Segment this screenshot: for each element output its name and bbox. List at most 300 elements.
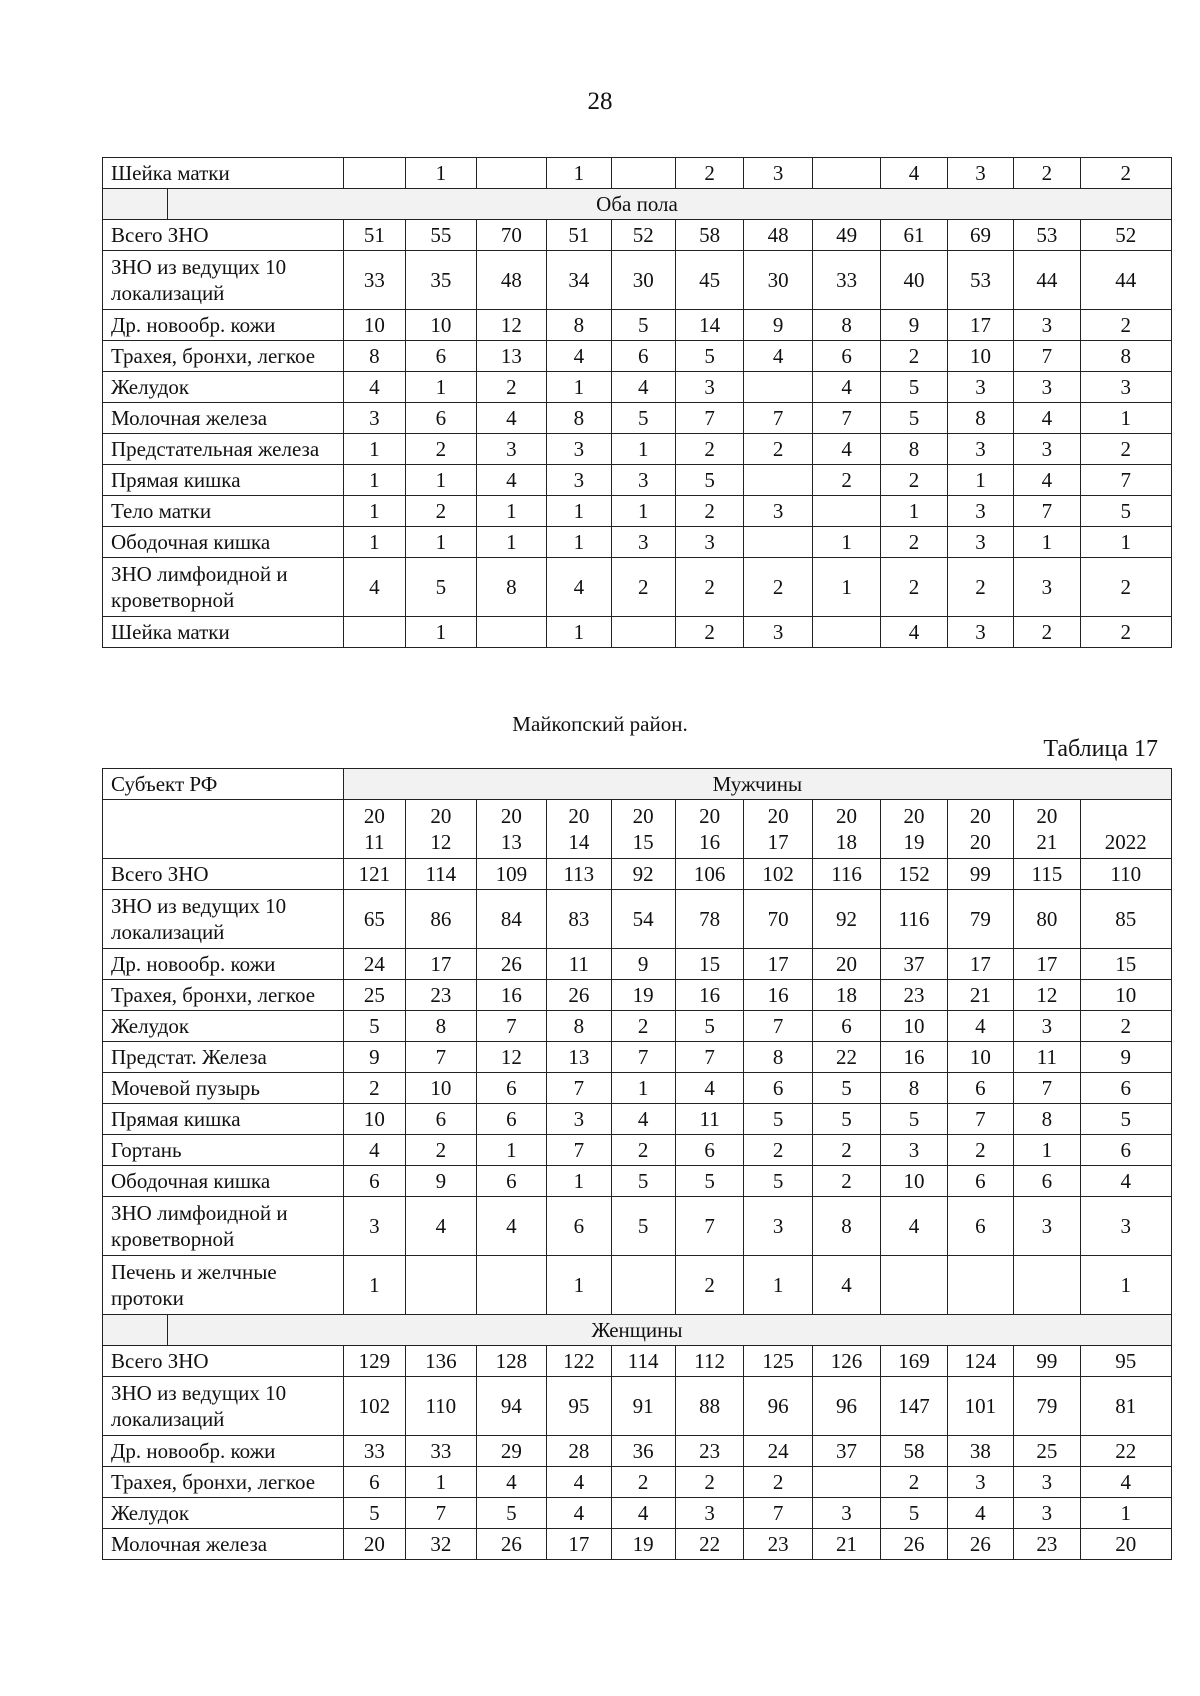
men-cell: 80: [1014, 890, 1080, 949]
women-cell: 81: [1080, 1377, 1171, 1436]
women-cell: 3: [947, 1467, 1013, 1498]
men-cell: 83: [547, 890, 611, 949]
top-cell: 1: [1080, 527, 1171, 558]
table-number-caption: Таблица 17: [1043, 736, 1158, 762]
men-cell: 3: [881, 1135, 947, 1166]
men-cell: 2: [406, 1135, 477, 1166]
women-cell: 125: [744, 1346, 812, 1377]
top-table: [102, 157, 1172, 648]
top-cell: 51: [343, 220, 405, 251]
women-cell: 33: [406, 1436, 477, 1467]
top-cell: 8: [881, 434, 947, 465]
top-cell: 3: [1014, 372, 1080, 403]
top-cell: 4: [476, 465, 547, 496]
women-cell: 26: [881, 1529, 947, 1560]
men-cell: 2: [675, 1256, 743, 1315]
women-cell: 6: [343, 1467, 405, 1498]
top-cell: 69: [947, 220, 1013, 251]
women-row-label: Трахея, бронхи, легкое: [103, 1467, 344, 1498]
top-cell: 1: [343, 527, 405, 558]
top-cell: 5: [611, 403, 675, 434]
table-row: [103, 403, 1172, 434]
men-cell: 10: [1080, 980, 1171, 1011]
men-cell: 1: [611, 1073, 675, 1104]
table-row: [103, 1135, 1172, 1166]
top-cell: 9: [744, 310, 812, 341]
men-cell: 9: [1080, 1042, 1171, 1073]
top-cell: 3: [675, 527, 743, 558]
men-cell: 23: [881, 980, 947, 1011]
men-cell: 22: [812, 1042, 880, 1073]
top-cell: 52: [611, 220, 675, 251]
top-cell: 3: [611, 527, 675, 558]
men-cell: 37: [881, 949, 947, 980]
men-cell: 85: [1080, 890, 1171, 949]
top-cell: 6: [611, 341, 675, 372]
top-cell: 3: [1080, 372, 1171, 403]
top-cell: 4: [343, 558, 405, 617]
men-cell: 2: [343, 1073, 405, 1104]
table-row: [103, 434, 1172, 465]
top-cell: 2: [1080, 434, 1171, 465]
men-row-label: Мочевой пузырь: [103, 1073, 344, 1104]
year-header-top: 20: [969, 804, 991, 828]
years-row-label: [103, 800, 344, 859]
men-cell: 10: [881, 1166, 947, 1197]
table-row: [103, 527, 1172, 558]
table-17: [102, 768, 1172, 1560]
top-cell: 1: [547, 158, 611, 189]
men-cell: 5: [675, 1011, 743, 1042]
top-row-label: Др. новообр. кожи: [103, 310, 344, 341]
top-cell: 4: [1014, 465, 1080, 496]
year-header-top: 20: [568, 804, 590, 828]
men-cell: 110: [1080, 859, 1171, 890]
men-cell: 16: [675, 980, 743, 1011]
women-cell: 25: [1014, 1436, 1080, 1467]
top-cell: [744, 372, 812, 403]
top-row-label: Предстательная железа: [103, 434, 344, 465]
top-cell: 48: [476, 251, 547, 310]
men-cell: 12: [476, 1042, 547, 1073]
women-cell: 101: [947, 1377, 1013, 1436]
top-cell: 55: [406, 220, 477, 251]
top-cell: 4: [343, 372, 405, 403]
top-cell: 44: [1014, 251, 1080, 310]
men-cell: 6: [947, 1197, 1013, 1256]
men-row-label: Трахея, бронхи, легкое: [103, 980, 344, 1011]
men-cell: 4: [611, 1104, 675, 1135]
top-cell: [812, 496, 880, 527]
table-row: [103, 1197, 1172, 1256]
women-cell: 4: [547, 1498, 611, 1529]
section-women: [103, 1315, 1172, 1346]
top-cell: 6: [812, 341, 880, 372]
women-cell: 33: [343, 1436, 405, 1467]
women-cell: 114: [611, 1346, 675, 1377]
men-cell: 10: [406, 1073, 477, 1104]
women-cell: 28: [547, 1436, 611, 1467]
top-cell: 1: [611, 496, 675, 527]
table-row: [103, 158, 1172, 189]
men-cell: 16: [881, 1042, 947, 1073]
men-cell: 1: [343, 1256, 405, 1315]
men-cell: 4: [1080, 1166, 1171, 1197]
top-cell: 4: [476, 403, 547, 434]
top-cell: 10: [947, 341, 1013, 372]
men-cell: 12: [1014, 980, 1080, 1011]
top-cell: 2: [1014, 158, 1080, 189]
men-cell: 9: [343, 1042, 405, 1073]
table-row: [103, 1011, 1172, 1042]
women-cell: 2: [675, 1467, 743, 1498]
women-row-label: Желудок: [103, 1498, 344, 1529]
top-cell: 2: [947, 558, 1013, 617]
top-cell: 49: [812, 220, 880, 251]
women-cell: 79: [1014, 1377, 1080, 1436]
men-cell: 5: [611, 1166, 675, 1197]
year-header-bottom: 12: [430, 830, 452, 854]
year-header-top: 20: [363, 804, 385, 828]
top-cell: 13: [476, 341, 547, 372]
men-cell: 8: [1014, 1104, 1080, 1135]
women-cell: 3: [1014, 1498, 1080, 1529]
top-cell: 8: [547, 310, 611, 341]
top-cell: 8: [812, 310, 880, 341]
table-row: [103, 1073, 1172, 1104]
top-cell: 2: [675, 617, 743, 648]
top-cell: 3: [547, 434, 611, 465]
top-cell: 2: [476, 372, 547, 403]
top-cell: 1: [547, 496, 611, 527]
year-header-top: 20: [903, 804, 925, 828]
year-header-bottom: 16: [699, 830, 721, 854]
men-cell: 8: [744, 1042, 812, 1073]
men-cell: 3: [343, 1197, 405, 1256]
men-cell: 4: [812, 1256, 880, 1315]
top-cell: 4: [611, 372, 675, 403]
women-cell: 122: [547, 1346, 611, 1377]
page-number: 28: [587, 88, 613, 115]
year-header-top: 20: [1036, 804, 1058, 828]
top-row-label: Шейка матки: [103, 158, 344, 189]
top-cell: 44: [1080, 251, 1171, 310]
men-cell: 4: [476, 1197, 547, 1256]
men-row-label: ЗНО лимфоидной и кроветворной: [103, 1197, 344, 1256]
women-cell: 24: [744, 1436, 812, 1467]
top-cell: 51: [547, 220, 611, 251]
top-cell: 52: [1080, 220, 1171, 251]
top-row-label: Молочная железа: [103, 403, 344, 434]
men-cell: 6: [343, 1166, 405, 1197]
top-cell: 2: [1080, 158, 1171, 189]
women-cell: 37: [812, 1436, 880, 1467]
women-cell: 1: [1080, 1498, 1171, 1529]
table-row: [103, 372, 1172, 403]
men-cell: 2: [812, 1135, 880, 1166]
men-cell: 15: [675, 949, 743, 980]
men-cell: 16: [744, 980, 812, 1011]
top-cell: 1: [406, 617, 477, 648]
top-cell: 1: [947, 465, 1013, 496]
men-cell: 4: [343, 1135, 405, 1166]
men-cell: 10: [343, 1104, 405, 1135]
year-header-bottom: 21: [1036, 830, 1058, 854]
top-row-label: ЗНО из ведущих 10 локализаций: [103, 251, 344, 310]
top-cell: 3: [947, 158, 1013, 189]
men-cell: 1: [744, 1256, 812, 1315]
men-cell: [406, 1256, 477, 1315]
men-cell: 4: [881, 1197, 947, 1256]
top-row-label: Всего ЗНО: [103, 220, 344, 251]
top-cell: 34: [547, 251, 611, 310]
men-cell: 54: [611, 890, 675, 949]
men-cell: 113: [547, 859, 611, 890]
top-cell: 2: [675, 158, 743, 189]
women-cell: 26: [947, 1529, 1013, 1560]
men-row-label: Всего ЗНО: [103, 859, 344, 890]
table-row: [103, 1042, 1172, 1073]
men-cell: 4: [406, 1197, 477, 1256]
women-cell: 5: [476, 1498, 547, 1529]
top-cell: 2: [881, 527, 947, 558]
top-cell: 5: [1080, 496, 1171, 527]
table-row: [103, 890, 1172, 949]
top-cell: 2: [881, 341, 947, 372]
year-header-bottom: 11: [364, 830, 385, 854]
table-row: [103, 1377, 1172, 1436]
top-cell: 1: [881, 496, 947, 527]
top-cell: [343, 617, 405, 648]
year-header-top: 20: [500, 804, 522, 828]
men-cell: 7: [675, 1197, 743, 1256]
men-cell: 1: [1080, 1256, 1171, 1315]
women-cell: 2: [744, 1467, 812, 1498]
district-caption: Майкопский район.: [512, 712, 688, 736]
men-cell: 6: [1014, 1166, 1080, 1197]
top-cell: 6: [406, 403, 477, 434]
top-cell: [744, 465, 812, 496]
year-header-bottom: 13: [500, 830, 522, 854]
top-row-label: Прямая кишка: [103, 465, 344, 496]
men-cell: 17: [744, 949, 812, 980]
top-cell: 35: [406, 251, 477, 310]
year-header-bottom: 2022: [1104, 830, 1147, 854]
top-cell: 8: [947, 403, 1013, 434]
men-cell: 15: [1080, 949, 1171, 980]
top-cell: 9: [881, 310, 947, 341]
men-cell: 84: [476, 890, 547, 949]
top-row-label: Тело матки: [103, 496, 344, 527]
men-cell: 102: [744, 859, 812, 890]
women-cell: 22: [1080, 1436, 1171, 1467]
top-cell: 3: [611, 465, 675, 496]
year-header-bottom: 20: [969, 830, 991, 854]
women-cell: 91: [611, 1377, 675, 1436]
women-cell: 169: [881, 1346, 947, 1377]
men-cell: 7: [406, 1042, 477, 1073]
women-cell: 112: [675, 1346, 743, 1377]
top-cell: 2: [881, 465, 947, 496]
top-cell: 17: [947, 310, 1013, 341]
top-cell: 61: [881, 220, 947, 251]
year-header-top: [1083, 803, 1169, 829]
men-cell: 7: [947, 1104, 1013, 1135]
women-cell: 23: [744, 1529, 812, 1560]
women-cell: 3: [675, 1498, 743, 1529]
women-cell: 88: [675, 1377, 743, 1436]
women-cell: 26: [476, 1529, 547, 1560]
year-header-top: 20: [767, 804, 789, 828]
men-row-label: Предстат. Железа: [103, 1042, 344, 1073]
year-header: [1080, 800, 1171, 859]
year-header: [547, 800, 611, 859]
women-cell: 128: [476, 1346, 547, 1377]
top-row-label: Шейка матки: [103, 617, 344, 648]
top-cell: 7: [744, 403, 812, 434]
top-cell: 5: [611, 310, 675, 341]
year-header-bottom: 18: [836, 830, 858, 854]
men-cell: 5: [611, 1197, 675, 1256]
top-cell: 1: [547, 372, 611, 403]
top-cell: 2: [611, 558, 675, 617]
men-cell: 7: [547, 1073, 611, 1104]
men-cell: 78: [675, 890, 743, 949]
top-cell: 3: [947, 372, 1013, 403]
top-cell: 30: [744, 251, 812, 310]
women-cell: 20: [343, 1529, 405, 1560]
top-cell: 53: [947, 251, 1013, 310]
year-header: [343, 800, 405, 859]
women-cell: 110: [406, 1377, 477, 1436]
women-cell: 126: [812, 1346, 880, 1377]
top-cell: 2: [406, 496, 477, 527]
table-row: [103, 251, 1172, 310]
women-cell: 2: [881, 1467, 947, 1498]
table-row: [103, 341, 1172, 372]
women-row-label: Всего ЗНО: [103, 1346, 344, 1377]
men-cell: 2: [611, 1011, 675, 1042]
top-cell: 2: [675, 434, 743, 465]
top-cell: 2: [1014, 617, 1080, 648]
top-cell: 7: [1014, 341, 1080, 372]
top-cell: 2: [744, 434, 812, 465]
men-cell: 6: [675, 1135, 743, 1166]
men-cell: 3: [1080, 1197, 1171, 1256]
year-header: [1014, 800, 1080, 859]
years-row: [103, 800, 1172, 859]
top-cell: 7: [812, 403, 880, 434]
top-cell: 3: [947, 527, 1013, 558]
men-cell: 20: [812, 949, 880, 980]
men-cell: 17: [1014, 949, 1080, 980]
men-row-label: Печень и желчные протоки: [103, 1256, 344, 1315]
men-cell: 1: [476, 1135, 547, 1166]
men-cell: 6: [476, 1073, 547, 1104]
men-cell: 92: [812, 890, 880, 949]
section-both-sexes: [103, 189, 1172, 220]
year-header-top: 20: [699, 804, 721, 828]
women-cell: 129: [343, 1346, 405, 1377]
men-cell: 7: [744, 1011, 812, 1042]
top-cell: 1: [343, 434, 405, 465]
men-row-label: Прямая кишка: [103, 1104, 344, 1135]
men-cell: 5: [1080, 1104, 1171, 1135]
women-cell: 20: [1080, 1529, 1171, 1560]
women-cell: 32: [406, 1529, 477, 1560]
women-cell: 38: [947, 1436, 1013, 1467]
men-cell: 11: [1014, 1042, 1080, 1073]
section-both-sexes-text: Оба пола: [596, 192, 678, 216]
section-both-sexes-title: [103, 189, 1172, 220]
men-cell: 1: [1014, 1135, 1080, 1166]
top-cell: 45: [675, 251, 743, 310]
men-cell: 86: [406, 890, 477, 949]
women-cell: 136: [406, 1346, 477, 1377]
top-cell: 33: [812, 251, 880, 310]
women-cell: 95: [547, 1377, 611, 1436]
top-cell: [812, 617, 880, 648]
top-cell: 8: [547, 403, 611, 434]
top-cell: 1: [547, 527, 611, 558]
men-cell: 106: [675, 859, 743, 890]
men-cell: 18: [812, 980, 880, 1011]
top-cell: 1: [1080, 403, 1171, 434]
men-cell: 16: [476, 980, 547, 1011]
men-cell: 7: [611, 1042, 675, 1073]
top-cell: 3: [744, 496, 812, 527]
men-cell: [947, 1256, 1013, 1315]
top-cell: 4: [881, 158, 947, 189]
top-cell: 5: [675, 341, 743, 372]
top-cell: 1: [476, 527, 547, 558]
men-cell: 6: [406, 1104, 477, 1135]
men-cell: 5: [881, 1104, 947, 1135]
top-cell: 2: [1080, 558, 1171, 617]
men-cell: 5: [343, 1011, 405, 1042]
men-cell: 24: [343, 949, 405, 980]
men-cell: 1: [547, 1256, 611, 1315]
men-cell: 5: [744, 1166, 812, 1197]
top-cell: 4: [1014, 403, 1080, 434]
top-cell: [611, 158, 675, 189]
women-cell: 21: [812, 1529, 880, 1560]
top-cell: 2: [406, 434, 477, 465]
top-cell: 3: [675, 372, 743, 403]
table-row: [103, 310, 1172, 341]
section-men: [103, 769, 1172, 800]
men-cell: [1014, 1256, 1080, 1315]
men-cell: 8: [547, 1011, 611, 1042]
table-row: [103, 1104, 1172, 1135]
top-cell: 33: [343, 251, 405, 310]
top-cell: 2: [881, 558, 947, 617]
men-cell: 21: [947, 980, 1013, 1011]
year-header: [476, 800, 547, 859]
women-row-label: ЗНО из ведущих 10 локализаций: [103, 1377, 344, 1436]
table-row: [103, 558, 1172, 617]
men-cell: 26: [547, 980, 611, 1011]
top-cell: 40: [881, 251, 947, 310]
top-cell: 3: [1014, 310, 1080, 341]
men-cell: 23: [406, 980, 477, 1011]
men-cell: 9: [406, 1166, 477, 1197]
top-row-label: ЗНО лимфоидной и кроветворной: [103, 558, 344, 617]
men-cell: 26: [476, 949, 547, 980]
top-cell: 7: [1080, 465, 1171, 496]
men-cell: 19: [611, 980, 675, 1011]
men-cell: 3: [547, 1104, 611, 1135]
